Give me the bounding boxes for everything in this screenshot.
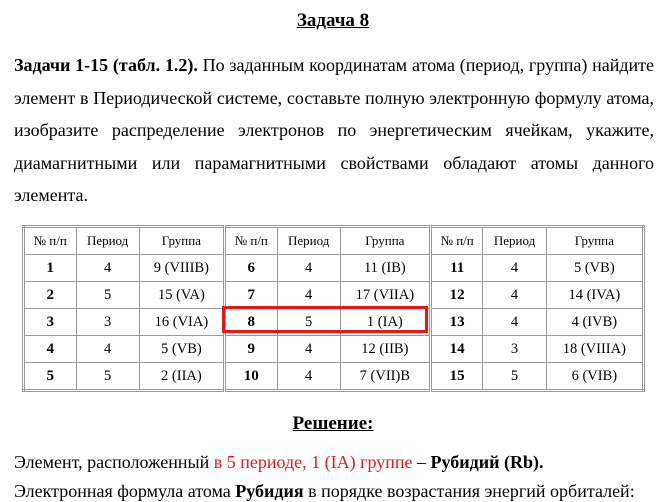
table-cell: 1 (IA) — [340, 309, 430, 336]
table-row — [24, 363, 644, 391]
task-statement — [14, 49, 654, 212]
solution-element-name: Рубидий (Rb). — [430, 452, 544, 472]
table-cell: 6 — [225, 255, 278, 282]
table-cell: 5 (VB) — [139, 336, 224, 363]
task-lead: Задачи 1-15 (табл. 1.2). — [14, 55, 198, 75]
table-cell: 5 — [277, 309, 340, 336]
table-cell: 5 — [76, 282, 139, 309]
table-row — [24, 282, 644, 309]
solution-line-2-prefix: Электронная формула атома — [14, 481, 236, 501]
table-cell: 13 — [430, 309, 483, 336]
table-cell: 4 — [76, 255, 139, 282]
table-cell: 3 — [76, 309, 139, 336]
table-row — [24, 336, 644, 363]
table-cell: 9 — [225, 336, 278, 363]
table-cell: 15 (VA) — [139, 282, 224, 309]
table-cell: 12 (IIB) — [340, 336, 430, 363]
table-cell: 14 (IVA) — [546, 282, 643, 309]
variants-table — [22, 225, 645, 392]
table-cell: 12 — [430, 282, 483, 309]
solution-line-2-suffix: в порядке возрастания энергий орбиталей: — [303, 481, 635, 501]
col-header: № п/п — [225, 227, 278, 255]
solution-highlight-text: в 5 периоде, 1 (IA) группе — [213, 452, 413, 472]
table-cell: 7 (VII)B — [340, 363, 430, 391]
table-cell: 14 — [430, 336, 483, 363]
solution-line-1-prefix: Элемент, расположенный — [14, 452, 214, 472]
table-cell: 16 (VIA) — [139, 309, 224, 336]
col-header: № п/п — [430, 227, 483, 255]
table-cell: 4 (IVB) — [546, 309, 643, 336]
col-header: Группа — [546, 227, 643, 255]
col-header: Группа — [139, 227, 224, 255]
table-cell: 4 — [277, 255, 340, 282]
solution-line-2-bold: Рубидия — [235, 481, 304, 501]
solution-dash: – — [412, 452, 431, 472]
col-header: Период — [76, 227, 139, 255]
col-header: Период — [483, 227, 546, 255]
col-header: Период — [277, 227, 340, 255]
table-cell: 6 (VIB) — [546, 363, 643, 391]
col-header: Группа — [340, 227, 430, 255]
table-cell: 7 — [225, 282, 278, 309]
table-cell: 5 — [76, 363, 139, 391]
table-cell: 3 — [24, 309, 77, 336]
table-cell: 4 — [483, 282, 546, 309]
table-cell: 18 (VIIIA) — [546, 336, 643, 363]
table-cell: 2 — [24, 282, 77, 309]
table-cell: 1 — [24, 255, 77, 282]
table-cell: 4 — [483, 255, 546, 282]
col-header: № п/п — [24, 227, 77, 255]
table-cell: 11 — [430, 255, 483, 282]
table-cell: 4 — [277, 282, 340, 309]
table-cell: 4 — [24, 336, 77, 363]
table-cell: 5 (VB) — [546, 255, 643, 282]
table-row — [24, 309, 644, 336]
table-cell: 3 — [483, 336, 546, 363]
task-title: Задача 8 — [296, 10, 370, 31]
solution-line-2 — [14, 481, 635, 502]
table-cell: 5 — [24, 363, 77, 391]
table-row — [24, 255, 644, 282]
table-cell: 4 — [277, 363, 340, 391]
table-cell: 10 — [225, 363, 278, 391]
table-cell: 8 — [225, 309, 278, 336]
task-text: По заданным координатам атома (период, группа) найдите элемент в Периодической системе, составьте полную электронную формулу атома, изобразите распределение электронов по энергетическим ячейкам, укажите, диамагнитными или парамагнитными свойствами обладают атомы данного элемента. — [14, 55, 654, 205]
solution-line-1 — [14, 452, 543, 473]
table-cell: 2 (IIA) — [139, 363, 224, 391]
table-cell: 5 — [483, 363, 546, 391]
table-cell: 4 — [483, 309, 546, 336]
table-cell: 4 — [277, 336, 340, 363]
table-cell: 15 — [430, 363, 483, 391]
table-cell: 4 — [76, 336, 139, 363]
table-cell: 9 (VIIIB) — [139, 255, 224, 282]
table-cell: 17 (VIIA) — [340, 282, 430, 309]
table-cell: 11 (IB) — [340, 255, 430, 282]
solution-title: Решение: — [292, 413, 374, 434]
table-header-row — [24, 227, 644, 255]
